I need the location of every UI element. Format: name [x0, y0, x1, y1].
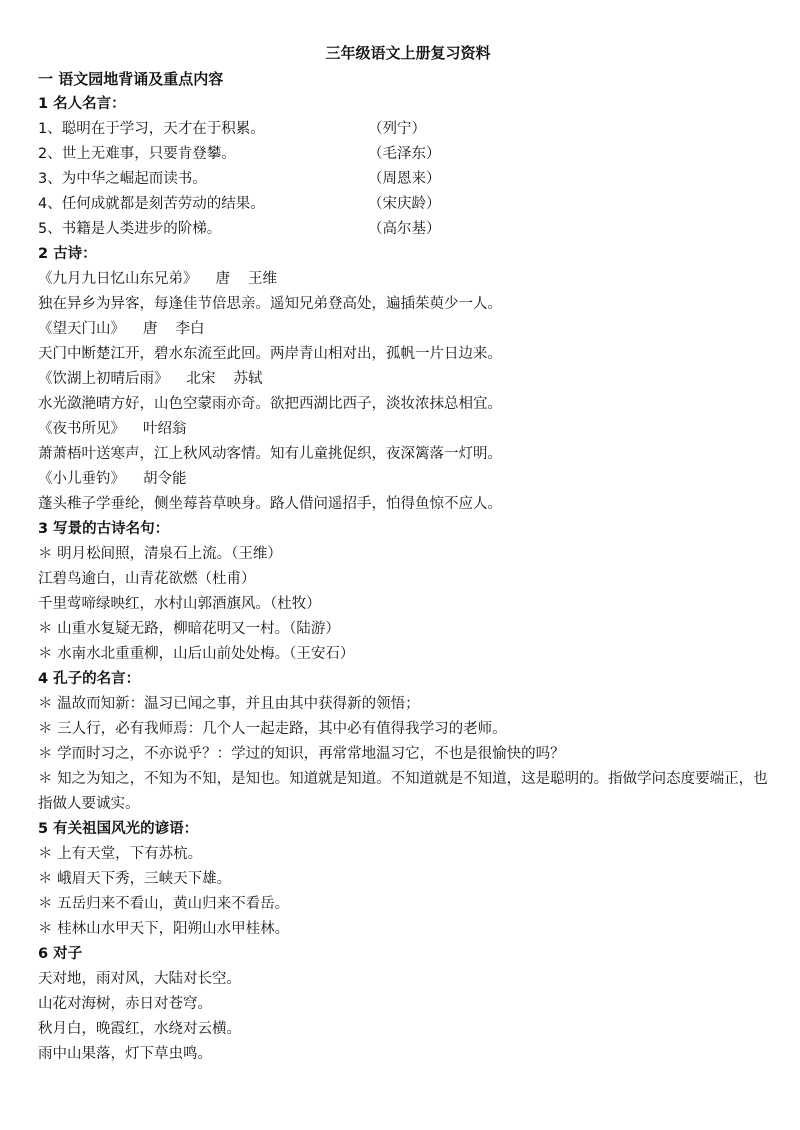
- poem-author: 王维: [248, 271, 277, 287]
- poem-dynasty: 北宋: [186, 371, 216, 387]
- scenery-list: [38, 542, 768, 667]
- poem-author: 苏轼: [233, 371, 263, 387]
- list-item: ＊ 明月松间照，清泉石上流。（王维）: [38, 546, 282, 562]
- list-item: 山花对海树，赤日对苍穹。: [38, 996, 212, 1012]
- poem-dynasty: 唐: [143, 321, 158, 337]
- list-item: 雨中山果落，灯下草虫鸣。: [38, 1046, 212, 1062]
- list-item: ＊ 三人行，必有我师焉：几个人一起走路，其中必有值得我学习的老师。: [38, 721, 507, 737]
- quote-text: 1、聪明在于学习，天才在于积累。: [38, 121, 265, 137]
- quote-text: 4、任何成就都是刻苦劳动的结果。: [38, 196, 265, 212]
- list-item: 天对地，雨对风，大陆对长空。: [38, 971, 241, 987]
- poem-body: 蓬头稚子学垂纶，侧坐莓苔草映身。路人借问遥招手，怕得鱼惊不应人。: [38, 496, 502, 512]
- list-item: ＊ 桂林山水甲天下，阳朔山水甲桂林。: [38, 921, 290, 937]
- scenery-heading: 3 写景的古诗名句：: [38, 521, 170, 537]
- poem-title: 《夜书所见》: [38, 421, 125, 437]
- confucius-list: [38, 692, 768, 817]
- quote-text: 2、世上无难事，只要肯登攀。: [38, 146, 236, 162]
- quote-text: 3、为中华之崛起而读书。: [38, 171, 207, 187]
- quotes-list: [38, 117, 768, 242]
- section-heading: 一 语文园地背诵及重点内容: [38, 70, 224, 88]
- poem-title-line: [38, 367, 768, 392]
- quote-author: （毛泽东）: [368, 146, 441, 162]
- quote-item: [38, 167, 768, 192]
- poem-body: 水光潋滟晴方好，山色空蒙雨亦奇。欲把西湖比西子，淡妆浓抹总相宜。: [38, 396, 502, 412]
- couplets-list: [38, 967, 768, 1067]
- quote-author: （高尔基）: [368, 221, 441, 237]
- document: [38, 40, 768, 1067]
- quote-text: 5、书籍是人类进步的阶梯。: [38, 221, 222, 237]
- list-item: 秋月白，晚霞红，水绕对云横。: [38, 1021, 241, 1037]
- list-item: 江碧鸟逾白，山青花欲燃（杜甫）: [38, 571, 256, 587]
- poem-body: 萧萧梧叶送寒声，江上秋风动客情。知有儿童挑促织，夜深篱落一灯明。: [38, 446, 502, 462]
- list-item: ＊ 山重水复疑无路，柳暗花明又一村。（陆游）: [38, 621, 340, 637]
- quote-item: [38, 117, 768, 142]
- poems-heading: 2 古诗：: [38, 246, 97, 262]
- poem-title: 《望天门山》: [38, 321, 125, 337]
- confucius-heading: 4 孔子的名言：: [38, 671, 141, 687]
- poem-title-line: [38, 267, 768, 292]
- quote-author: （列宁）: [368, 121, 426, 137]
- quote-item: [38, 217, 768, 242]
- page-title: 三年级语文上册复习资料: [325, 44, 491, 62]
- list-item: ＊ 五岳归来不看山，黄山归来不看岳。: [38, 896, 290, 912]
- poem-title: 《饮湖上初晴后雨》: [38, 371, 169, 387]
- proverbs-list: [38, 842, 768, 942]
- poem-body: 独在异乡为异客，每逢佳节倍思亲。遥知兄弟登高处，遍插茱萸少一人。: [38, 296, 502, 312]
- poem-dynasty: 唐: [215, 271, 230, 287]
- couplets-heading: 6 对子: [38, 946, 83, 962]
- poem-title-line: [38, 417, 768, 442]
- poem-author: 胡令能: [143, 471, 187, 487]
- quote-author: （周恩来）: [368, 171, 441, 187]
- poem-author: 李白: [175, 321, 205, 337]
- poem-title: 《小儿垂钓》: [38, 471, 125, 487]
- list-item: ＊ 峨眉天下秀，三峡天下雄。: [38, 871, 232, 887]
- quote-item: [38, 192, 768, 217]
- proverbs-heading: 5 有关祖国风光的谚语：: [38, 821, 199, 837]
- list-item: ＊ 学而时习之，不亦说乎？：学过的知识，再常常地温习它，不也是很愉快的吗？: [38, 746, 565, 762]
- list-item: ＊ 知之为知之，不知为不知，是知也。知道就是知道。不知道就是不知道，这是聪明的。指做学问态度要端正，也指做人要诚实。: [38, 771, 768, 812]
- list-item: ＊ 上有天堂，下有苏杭。: [38, 846, 203, 862]
- quotes-heading: 1 名人名言：: [38, 96, 126, 112]
- list-item: ＊ 温故而知新：温习已闻之事，并且由其中获得新的领悟；: [38, 696, 420, 712]
- poem-title-line: [38, 467, 768, 492]
- poem-body: 天门中断楚江开，碧水东流至此回。两岸青山相对出，孤帆一片日边来。: [38, 346, 502, 362]
- list-item: 千里莺啼绿映红，水村山郭酒旗风。（杜牧）: [38, 596, 321, 612]
- poems-list: [38, 267, 768, 517]
- quote-item: [38, 142, 768, 167]
- quote-author: （宋庆龄）: [368, 196, 441, 212]
- poem-title-line: [38, 317, 768, 342]
- list-item: ＊ 水南水北重重柳，山后山前处处梅。（王安石）: [38, 646, 355, 662]
- poem-author: 叶绍翁: [143, 421, 187, 437]
- poem-title: 《九月九日忆山东兄弟》: [38, 271, 198, 287]
